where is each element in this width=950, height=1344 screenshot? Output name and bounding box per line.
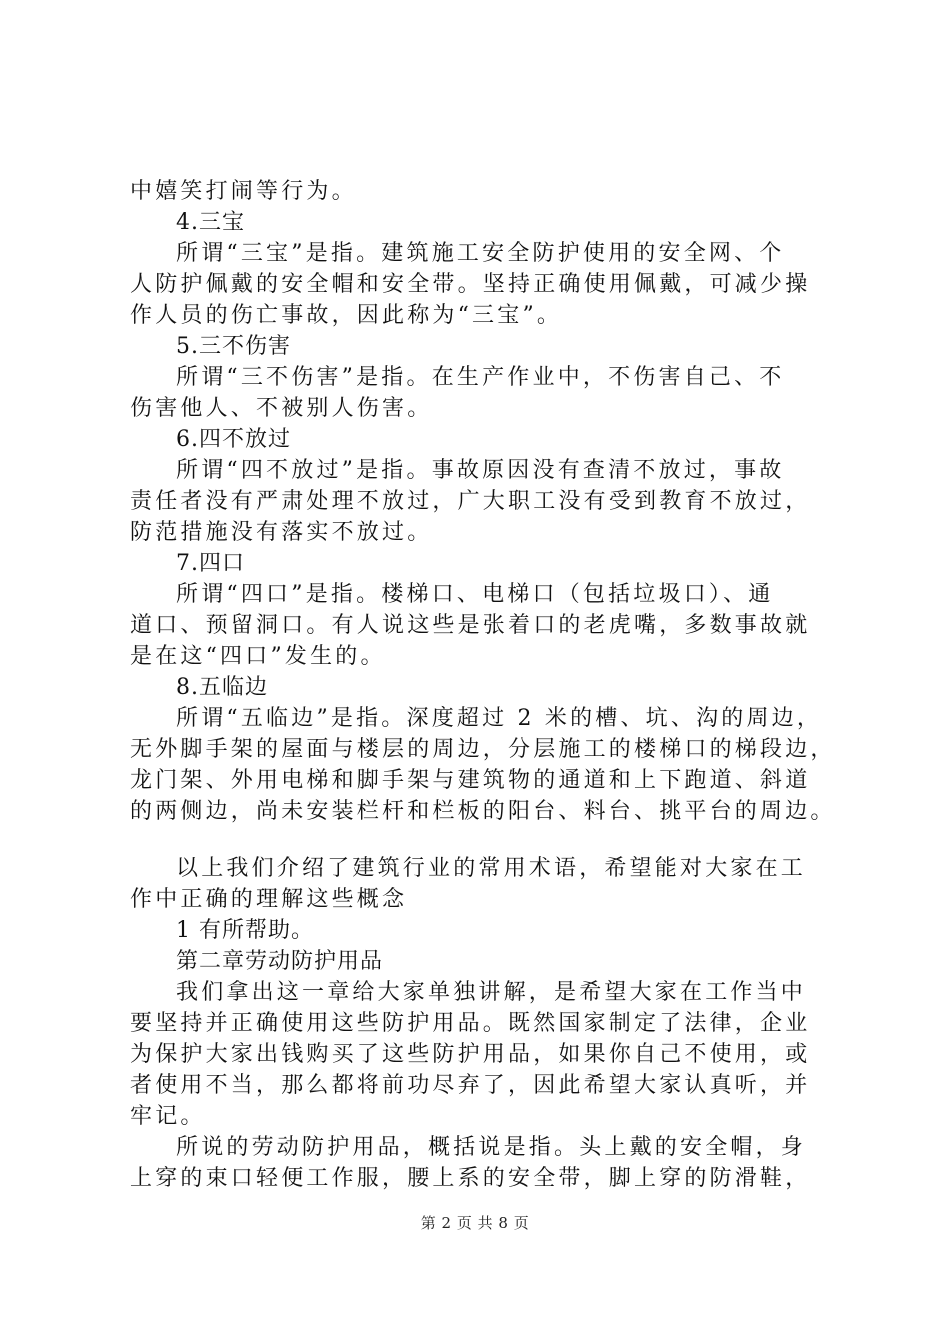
text-line: 防范措施没有落实不放过。: [130, 520, 433, 545]
page-footer: 第 2 页 共 8 页: [420, 1214, 530, 1232]
text-line: 所说的劳动防护用品，概括说是指。头上戴的安全帽，身: [176, 1135, 807, 1160]
text-line: 人防护佩戴的安全帽和安全带。坚持正确使用佩戴，可减少操: [130, 272, 811, 297]
section-heading: 6.四不放过: [176, 427, 291, 452]
text-line: 所谓“五临边”是指。深度超过 2 米的槽、坑、沟的周边，: [176, 706, 823, 731]
text-line: 上穿的束口轻便工作服，腰上系的安全带，脚上穿的防滑鞋，: [130, 1166, 811, 1191]
text-line: 作中正确的理解这些概念: [130, 887, 408, 912]
text-line: 道口、预留洞口。有人说这些是张着口的老虎嘴，多数事故就: [130, 613, 811, 638]
text-line: 所谓“四不放过”是指。事故原因没有查清不放过，事故: [176, 458, 785, 483]
text-line: 者使用不当，那么都将前功尽弃了，因此希望大家认真听，并: [130, 1073, 811, 1098]
text-line: 的两侧边，尚未安装栏杆和栏板的阳台、料台、挑平台的周边。: [130, 799, 836, 824]
text-line: 中嬉笑打闹等行为。: [130, 179, 357, 204]
text-line: 以上我们介绍了建筑行业的常用术语，希望能对大家在工: [176, 856, 807, 881]
text-line: 所谓“三不伤害”是指。在生产作业中，不伤害自己、不: [176, 365, 785, 390]
document-body: [130, 176, 836, 1194]
text-line: 无外脚手架的屋面与楼层的周边，分层施工的楼梯口的梯段边，: [130, 737, 836, 762]
section-heading: 第二章劳动防护用品: [176, 949, 384, 974]
text-line: 伤害他人、不被别人伤害。: [130, 396, 433, 421]
text-line: 是在这“四口”发生的。: [130, 644, 386, 669]
text-line: 我们拿出这一章给大家单独讲解，是希望大家在工作当中: [176, 980, 807, 1005]
text-line: 作人员的伤亡事故，因此称为“三宝”。: [130, 303, 563, 328]
text-line: 牢记。: [130, 1104, 206, 1129]
section-heading: 4.三宝: [176, 210, 245, 235]
section-heading: 5.三不伤害: [176, 334, 291, 359]
text-line: 要坚持并正确使用这些防护用品。既然国家制定了法律，企业: [130, 1011, 811, 1036]
section-heading: 8.五临边: [176, 675, 268, 700]
paragraph-gap: [130, 827, 830, 853]
text-line: 所谓“三宝”是指。建筑施工安全防护使用的安全网、个: [176, 241, 785, 266]
text-line: 责任者没有严肃处理不放过，广大职工没有受到教育不放过，: [130, 489, 811, 514]
section-heading: 7.四口: [176, 551, 245, 576]
section-heading: 1 有所帮助。: [176, 918, 314, 943]
text-line: 为保护大家出钱购买了这些防护用品，如果你自己不使用，或: [130, 1042, 811, 1067]
text-line: 所谓“四口”是指。楼梯口、电梯口（包括垃圾口）、通: [176, 582, 774, 607]
text-line: 龙门架、外用电梯和脚手架与建筑物的通道和上下跑道、斜道: [130, 768, 811, 793]
